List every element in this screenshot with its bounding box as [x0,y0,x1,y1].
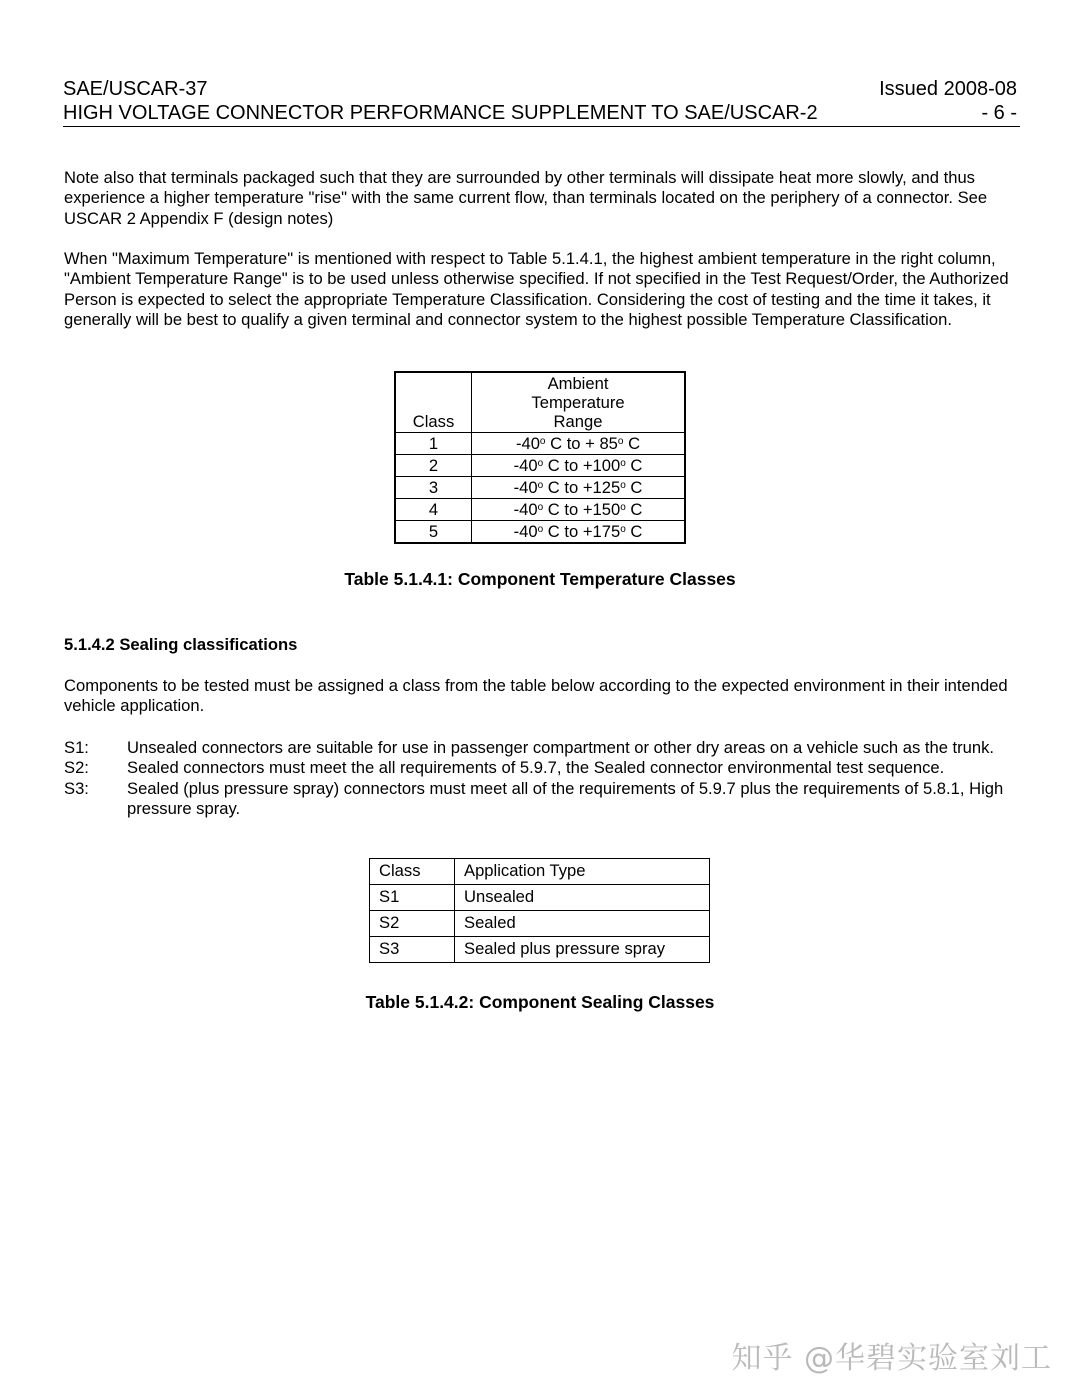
range-unit: C [625,456,643,475]
range-unit: C [625,500,643,519]
table-row [395,433,685,455]
doc-id: SAE/USCAR-37 [63,78,208,100]
class-cell: 2 [395,455,472,477]
type-cell: Sealed plus pressure spray [455,937,710,963]
degree-mark: o [539,436,546,447]
table-row [395,455,685,477]
section-heading: 5.1.4.2 Sealing classifications [64,635,298,654]
list-item-text: Sealed connectors must meet the all requirements of 5.9.7, the Sealed connector environmental test sequence. [127,758,945,778]
list-item [64,779,1014,820]
degree-mark: o [537,502,544,513]
class-cell: 4 [395,499,472,521]
class-cell: S2 [370,911,455,937]
header-rule [63,126,1020,127]
list-item-text: Unsealed connectors are suitable for use in passenger compartment or other dry areas on a vehicle such as the trunk. [127,738,995,757]
doc-title: HIGH VOLTAGE CONNECTOR PERFORMANCE SUPPLEMENT TO SAE/USCAR-2 [63,102,818,124]
watermark: 知乎 @华碧实验室刘工 [731,1341,1052,1376]
issued-date: Issued 2008-08 [879,78,1017,100]
class-cell: 1 [395,433,472,455]
list-item [64,758,1014,778]
range-mid: C to +175 [543,522,621,541]
table-header-row [370,859,710,885]
table-row [370,885,710,911]
range-low: -40 [513,456,538,475]
table-row [395,477,685,499]
degree-mark: o [617,436,624,447]
degree-mark: o [537,458,544,469]
header-line: Temperature [531,393,625,412]
header-application-type: Application Type [455,859,710,885]
header-ambient-range [472,372,686,433]
range-unit: C [625,522,643,541]
range-cell [472,521,686,544]
range-low: -40 [513,522,538,541]
table-row [370,937,710,963]
temperature-table-caption: Table 5.1.4.1: Component Temperature Classes [344,569,736,589]
type-cell: Unsealed [455,885,710,911]
range-low: -40 [515,434,540,453]
degree-mark: o [620,524,626,535]
range-cell [472,499,686,521]
range-cell [472,455,686,477]
class-cell: S1 [370,885,455,911]
list-item-label: S1: [64,738,89,757]
degree-mark: o [620,458,626,469]
table-row [395,499,685,521]
table-row [395,521,685,544]
list-item-text: Sealed (plus pressure spray) connectors must meet all of the requirements of 5.9.7 plus the requirements of 5.8.1, High pressure spray. [127,778,1004,819]
range-unit: C [623,434,641,453]
list-item-label: S3: [64,778,89,798]
type-cell: Sealed [455,911,710,937]
table-row [370,911,710,937]
range-cell [472,433,686,455]
sealing-class-table [369,858,710,963]
page-number: - 6 - [981,102,1017,124]
table-header-row [395,372,685,433]
degree-mark: o [620,480,626,491]
range-mid: C to +150 [543,500,621,519]
range-mid: C to +125 [543,478,621,497]
class-cell: 5 [395,521,472,544]
range-mid: C to + 85 [545,434,618,453]
range-mid: C to +100 [543,456,621,475]
range-cell [472,477,686,499]
header-line: Ambient [547,374,609,393]
degree-mark: o [537,480,544,491]
temperature-class-table [394,371,686,544]
sealing-table-caption: Table 5.1.4.2: Component Sealing Classes [365,992,715,1012]
paragraph-max-temperature: When "Maximum Temperature" is mentioned with respect to Table 5.1.4.1, the highest ambient temperature in the right column, "Ambient Temperature Range" is to be used unless otherwise specified. If not specified in the Test Request/Order, the Authorized Person is expected to select the appropriate Temperature Classification. Considering the cost of testing and the time it takes, it generally will be best to qualify a given terminal and connector system to the highest possible Temperature Classification. [64,249,1009,330]
class-cell: 3 [395,477,472,499]
header-class: Class [370,859,455,885]
degree-mark: o [537,524,544,535]
list-item-label: S2: [64,758,89,778]
range-unit: C [625,478,643,497]
degree-mark: o [620,502,626,513]
list-item [64,738,1014,758]
class-cell: S3 [370,937,455,963]
sealing-class-list [64,738,1014,820]
range-low: -40 [513,500,538,519]
paragraph-heat-dissipation: Note also that terminals packaged such that they are surrounded by other terminals will dissipate heat more slowly, and thus experience a higher temperature "rise" with the same current flow, than terminals located on the periphery of a connector. See USCAR 2 Appendix F (design notes) [64,168,988,228]
header-class: Class [395,372,472,433]
header-line: Range [553,412,603,431]
section-intro: Components to be tested must be assigned a class from the table below according to the expected environment in their intended vehicle application. [64,676,1008,716]
range-low: -40 [513,478,538,497]
